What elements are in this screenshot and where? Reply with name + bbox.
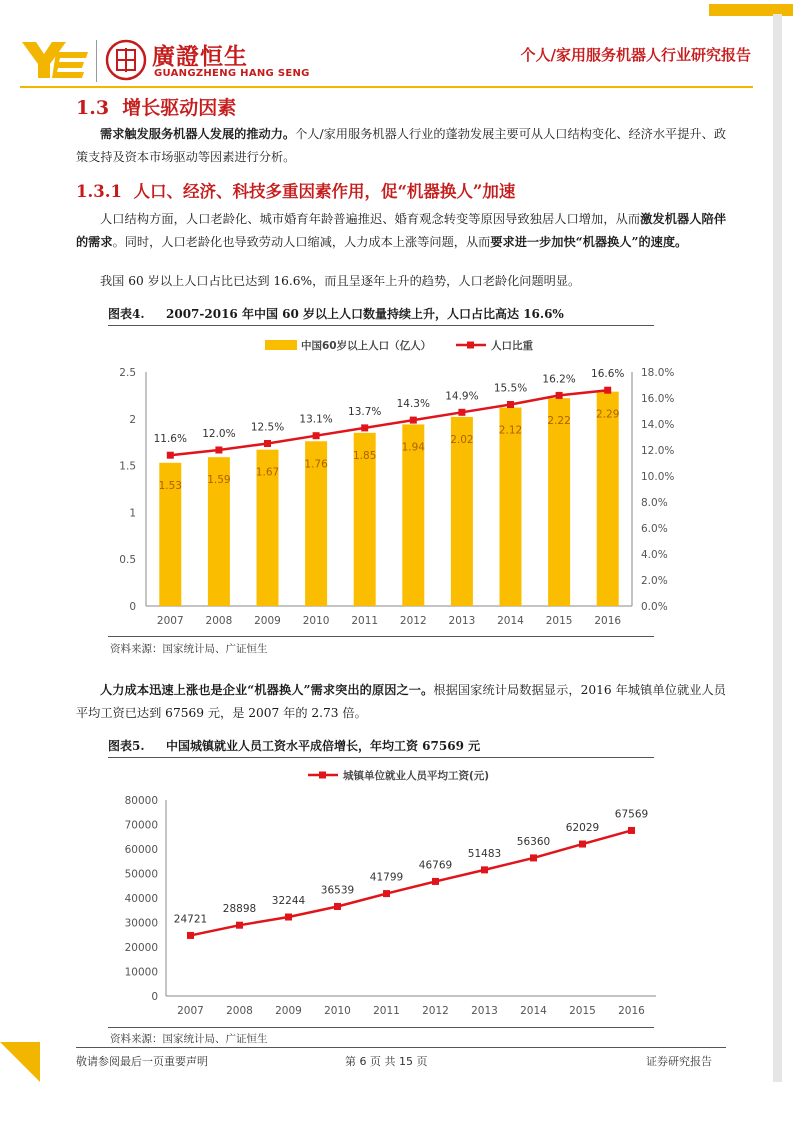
figure5-caption [108, 737, 480, 754]
y-tick-label: 80000 [124, 795, 158, 807]
ratio-point [410, 417, 417, 424]
wage-value-label: 32244 [271, 895, 306, 908]
wage-value-label: 56360 [516, 835, 551, 848]
x-tick-label: 2010 [302, 615, 330, 627]
bar-value-label: 1.53 [158, 479, 182, 492]
wage-point [187, 932, 194, 939]
x-tick-label: 2012 [399, 615, 427, 627]
subsection-heading [76, 178, 515, 202]
y-tick-label: 60000 [124, 844, 158, 856]
bar-value-label: 1.94 [401, 441, 425, 454]
wage-value-label: 28898 [222, 903, 257, 916]
y-tick-label: 10000 [124, 966, 158, 979]
y-tick-label: 1.5 [119, 460, 136, 473]
para1-text-a: 人口结构方面，人口老龄化、城市婚育年龄普遍推迟、婚育观念转变等原因导致独居人口增加，从而 [100, 212, 641, 226]
y-tick-label: 2 [129, 413, 136, 426]
figure4-top-rule [108, 325, 654, 326]
y2-tick-label: 14.0% [641, 419, 675, 431]
wage-point [530, 854, 537, 861]
intro-text: 个人/家用服务机器人行业的蓬勃发展主要可从人口结构变化、经济水平提升、政策支持及资本市场驱动等因素进行分析。 [76, 127, 727, 164]
y2-tick-label: 18.0% [641, 367, 675, 379]
subsection-title: 人口、经济、科技多重因素作用，促“机器换人”加速 [133, 182, 516, 201]
bar [500, 408, 522, 606]
y2-tick-label: 2.0% [641, 575, 668, 587]
legend-bar-label: 中国60岁以上人口（亿人） [301, 340, 432, 352]
chart2-y-axis [125, 795, 166, 1003]
figure5-label: 图表5. [108, 739, 145, 753]
x-tick-label: 2012 [422, 1005, 449, 1017]
figure4-label: 图表4. [108, 307, 145, 321]
y-tick-label: 0.5 [119, 554, 136, 567]
wage-point [236, 922, 243, 929]
y-tick-label: 40000 [124, 893, 158, 905]
wage-point [481, 866, 488, 873]
subsection-number: 1.3.1 [76, 182, 122, 201]
footer-report-type: 证券研究报告 [646, 1055, 712, 1068]
y2-tick-label: 10.0% [641, 471, 675, 483]
population-chart [108, 330, 675, 634]
footer-rule [76, 1047, 726, 1048]
wage-chart [108, 760, 668, 1022]
x-tick-label: 2011 [373, 1005, 400, 1017]
ratio-point [507, 401, 514, 408]
wage-value-label: 41799 [369, 871, 404, 884]
wage-point [432, 878, 439, 885]
ratio-value-label: 13.1% [299, 413, 333, 426]
ratio-value-label: 15.5% [493, 382, 528, 395]
ratio-series-line [170, 390, 607, 455]
wage-value-label: 62029 [565, 822, 600, 835]
brand-name-cn: 廣證恒生 [152, 44, 248, 70]
chart1-legend [265, 339, 533, 352]
para3-bold: 人力成本迅速上涨也是企业“机器换人”需求突出的原因之一。 [100, 683, 434, 697]
wage-value-label: 67569 [614, 808, 649, 821]
bar-value-label: 2.22 [547, 415, 571, 428]
ratio-value-label: 12.5% [250, 421, 285, 434]
figure4-bottom-rule [108, 636, 654, 637]
figure5-title: 中国城镇就业人员工资水平成倍增长，年均工资 67569 元 [166, 739, 481, 753]
bar-value-label: 1.67 [255, 466, 280, 479]
x-tick-label: 2016 [594, 615, 622, 627]
x-tick-label: 2014 [497, 615, 524, 627]
ratio-point [313, 432, 320, 439]
x-tick-label: 2009 [254, 615, 281, 627]
wage-point [628, 827, 635, 834]
x-tick-label: 2008 [226, 1005, 253, 1017]
x-tick-label: 2009 [275, 1005, 302, 1017]
chart2-x-axis [166, 996, 656, 1017]
y-tick-label: 2.5 [119, 367, 136, 379]
wage-value-label: 24721 [173, 913, 208, 926]
ratio-value-label: 14.9% [445, 390, 479, 403]
x-tick-label: 2010 [324, 1005, 351, 1017]
footer-disclaimer: 敬请参阅最后一页重要声明 [76, 1055, 208, 1068]
figure4-source: 资料来源：国家统计局、广证恒生 [110, 643, 268, 655]
x-tick-label: 2011 [351, 615, 379, 627]
para1-text-c: 。同时，人口老龄化也导致劳动人口缩减，人力成本上涨等问题，从而 [112, 235, 491, 249]
legend-line-label: 人口比重 [491, 340, 533, 352]
ratio-value-label: 12.0% [202, 428, 236, 440]
ratio-value-label: 16.6% [591, 368, 625, 381]
wage-point [285, 914, 292, 921]
section-title: 增长驱动因素 [122, 97, 237, 119]
wage-point [334, 903, 341, 910]
legend-bar-swatch [265, 340, 297, 350]
bar-value-label: 1.59 [207, 474, 231, 487]
y2-tick-label: 0.0% [641, 601, 668, 613]
chart2-legend [308, 769, 489, 782]
ratio-value-label: 16.2% [542, 373, 576, 386]
paragraph-labor-cost [76, 679, 726, 725]
bar-value-label: 1.76 [304, 458, 328, 471]
figure4-caption [108, 305, 564, 322]
x-tick-label: 2013 [471, 1005, 498, 1017]
y-tick-label: 1 [129, 507, 136, 520]
y2-tick-label: 8.0% [641, 497, 668, 509]
ratio-point [361, 424, 368, 431]
y2-tick-label: 12.0% [641, 445, 675, 457]
x-tick-label: 2008 [205, 615, 233, 627]
x-tick-label: 2007 [177, 1005, 204, 1017]
wage-value-label: 51483 [467, 847, 502, 860]
header-rule [20, 86, 753, 88]
x-tick-label: 2015 [569, 1005, 596, 1017]
ratio-point [167, 452, 174, 459]
x-tick-label: 2014 [520, 1005, 547, 1017]
ratio-point [556, 392, 563, 399]
chart1-right-axis [632, 367, 674, 613]
bar [548, 398, 570, 606]
section-number: 1.3 [76, 97, 110, 119]
logo-divider [96, 40, 97, 82]
page-number: 第 6 页 共 15 页 [345, 1055, 428, 1068]
seal-logo-icon [106, 38, 146, 82]
wage-value-label: 46769 [418, 859, 453, 872]
bar-value-label: 2.12 [498, 424, 523, 437]
bar-value-label: 1.85 [353, 449, 377, 462]
chart1-x-axis [146, 606, 632, 627]
figure4-title: 2007-2016 年中国 60 岁以上人口数量持续上升，人口占比高达 16.6% [166, 307, 564, 321]
wage-series-line [191, 830, 632, 935]
x-tick-label: 2015 [545, 615, 573, 627]
y2-tick-label: 6.0% [641, 523, 668, 535]
x-tick-label: 2016 [618, 1005, 645, 1017]
footer-corner-icon [0, 1042, 40, 1082]
section-intro [76, 123, 726, 169]
y2-tick-label: 4.0% [641, 549, 668, 561]
figure5-source: 资料来源：国家统计局、广证恒生 [110, 1033, 268, 1045]
brand-name-en: GUANGZHENG HANG SENG [154, 68, 310, 79]
para3-text: 根据国家统计局数据显示，2016 年城镇单位就业人员平均工资已达到 67569 元，是 2007 年的 2.73 倍。 [76, 683, 726, 720]
page-side-bar [773, 14, 782, 1082]
y-tick-label: 70000 [124, 819, 158, 832]
y-tick-label: 20000 [124, 942, 158, 954]
bar-value-label: 2.29 [596, 408, 620, 421]
legend2-line-label: 城镇单位就业人员平均工资(元) [343, 770, 490, 782]
ratio-point [264, 440, 271, 447]
ratio-point [215, 447, 222, 454]
paragraph-demographics [76, 208, 726, 254]
bar [597, 392, 619, 606]
y-tick-label: 0 [151, 991, 158, 1003]
x-tick-label: 2007 [156, 615, 184, 627]
wage-point [383, 890, 390, 897]
ratio-value-label: 13.7% [348, 405, 382, 418]
legend2-line-marker [319, 772, 326, 779]
ratio-point [458, 409, 465, 416]
wage-point [579, 841, 586, 848]
para1-bold-d: 要求进一步加快“机器换人”的速度。 [490, 235, 688, 249]
wage-value-label: 36539 [320, 884, 355, 897]
x-tick-label: 2013 [448, 615, 476, 627]
y-tick-label: 0 [129, 601, 136, 613]
y2-tick-label: 16.0% [641, 393, 675, 405]
paragraph-aging: 我国 60 岁以上人口占比已达到 16.6%，而且呈逐年上升的趋势，人口老龄化问题明显。 [100, 274, 581, 288]
ratio-value-label: 11.6% [153, 433, 187, 446]
section-heading [76, 93, 236, 120]
chart2-line [174, 808, 648, 938]
bar-value-label: 2.02 [450, 433, 474, 446]
y-tick-label: 50000 [124, 868, 158, 881]
para1-bold-b: 激发机器人陪伴的需求 [76, 212, 727, 249]
ratio-point [604, 387, 611, 394]
intro-bold: 需求触发服务机器人发展的推动力。 [100, 127, 296, 141]
figure5-top-rule [108, 757, 654, 758]
report-title: 个人/家用服务机器人行业研究报告 [520, 46, 751, 64]
brand-logo-icon [22, 42, 88, 78]
figure5-bottom-rule [108, 1027, 654, 1028]
legend-line-marker [467, 342, 474, 349]
y-tick-label: 30000 [124, 917, 158, 930]
chart1-left-axis [119, 367, 146, 613]
ratio-value-label: 14.3% [396, 398, 430, 411]
